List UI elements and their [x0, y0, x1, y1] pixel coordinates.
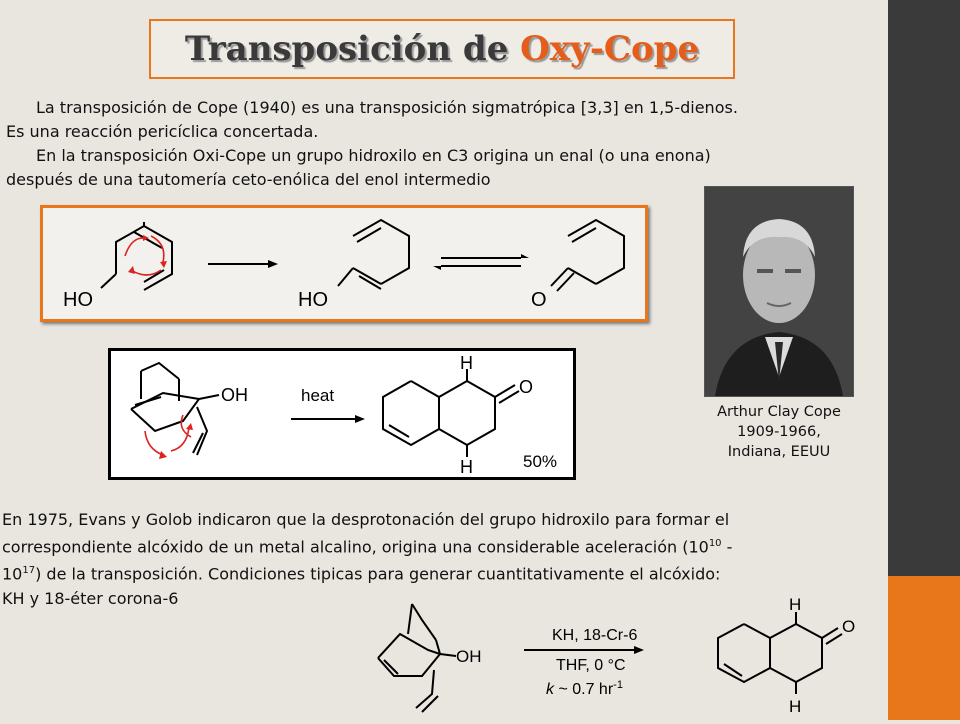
- portrait-photo: [704, 186, 854, 397]
- scheme-anionic-oxy-cope: [364, 590, 878, 720]
- o-label-1: O: [531, 289, 547, 311]
- photo-caption: [696, 402, 862, 462]
- yield-label: 50%: [523, 452, 558, 471]
- ho-label-1: HO: [63, 289, 93, 311]
- intro-paragraphs: [6, 96, 888, 192]
- caption-name: Arthur Clay Cope: [717, 404, 841, 420]
- title-accent: Oxy-Cope: [520, 29, 700, 69]
- heat-label: heat: [301, 386, 335, 405]
- oh-label-1: OH: [221, 385, 248, 405]
- bottom-line-2-dash: -: [721, 537, 733, 557]
- rate-value: ~ 0.7 hr: [554, 681, 614, 698]
- rate-exponent: -1: [613, 679, 623, 691]
- bottom-line-1: En 1975, Evans y Golob indicaron que la desprotonación del grupo hidroxilo para formar el: [2, 510, 730, 529]
- h-bottom-label-1: H: [460, 457, 473, 477]
- caption-dates: 1909-1966,: [737, 424, 821, 440]
- sidebar-orange-band: [888, 576, 960, 720]
- intro-line-1: La transposición de Cope (1940) es una transposición sigmatrópica [3,3] en 1,5-dienos.: [36, 98, 738, 117]
- bottom-line-3-base: 10: [2, 564, 23, 584]
- decalone-product-2: [718, 612, 842, 694]
- oh-label-2: OH: [456, 647, 482, 666]
- enol-structure: [338, 220, 409, 289]
- o-label-2: O: [519, 377, 534, 397]
- condition-solvent: THF, 0 °C: [556, 657, 626, 674]
- bottom-line-3: [2, 559, 888, 586]
- bottom-line-2: [2, 532, 888, 559]
- intro-line-3: En la transposición Oxi-Cope un grupo hidroxilo en C3 origina un enal (o una enona): [36, 146, 711, 165]
- reactant-structure: [101, 222, 172, 290]
- h-top-label-1: H: [460, 353, 473, 373]
- bottom-line-2-text: correspondiente alcóxido de un metal alcalino, origina una considerable aceleración (10: [2, 537, 709, 557]
- bicyclic-reactant-2: [378, 604, 456, 712]
- rate-constant: [546, 679, 623, 698]
- scheme-heat: [108, 348, 576, 480]
- rate-k: k: [546, 681, 554, 698]
- carbonyl-structure: [551, 220, 624, 291]
- exponent-10: 10: [708, 538, 722, 549]
- scheme-oxy-cope-basic: [40, 205, 648, 322]
- title-main: Transposición de: [184, 29, 521, 69]
- condition-base: KH, 18-Cr-6: [552, 627, 638, 644]
- h-bottom-label-2: H: [789, 697, 802, 716]
- decalone-product-1: [383, 369, 519, 457]
- bicyclic-reactant: [131, 363, 219, 459]
- caption-place: Indiana, EEUU: [727, 444, 831, 460]
- intro-line-2: Es una reacción pericíclica concertada.: [6, 122, 319, 141]
- title-box: [149, 19, 735, 79]
- bottom-line-4: KH y 18-éter corona-6: [2, 588, 179, 608]
- o-label-3: O: [842, 617, 856, 636]
- intro-line-4: después de una tautomería ceto-enólica del enol intermedio: [6, 170, 491, 189]
- bottom-line-3-text: ) de la transposición. Condiciones tipicas para generar cuantitativamente el alcóxido:: [35, 564, 721, 584]
- page-title: [185, 29, 699, 69]
- exponent-17: 17: [22, 565, 36, 577]
- ho-label-2: HO: [298, 289, 328, 311]
- h-top-label-2: H: [789, 595, 802, 614]
